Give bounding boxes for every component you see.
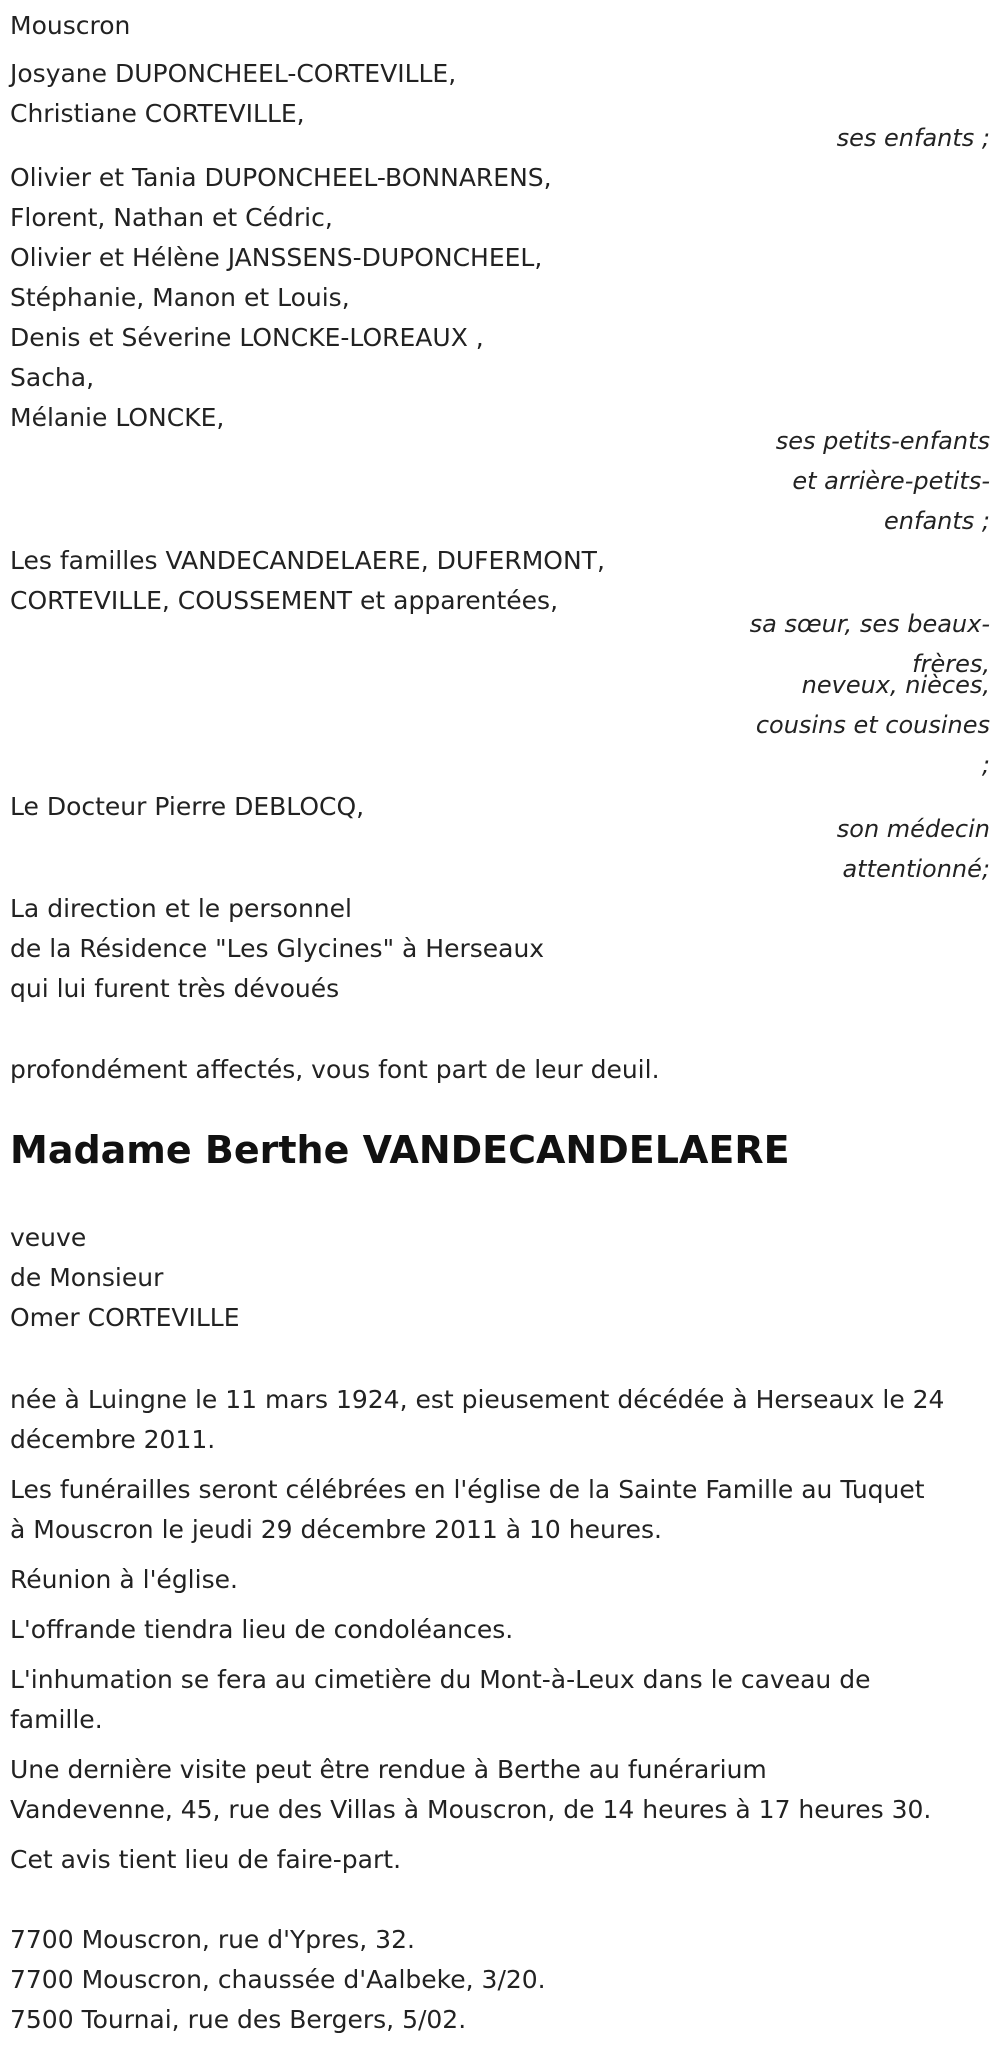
grandchild-name: Stéphanie, Manon et Louis, [10,283,350,312]
families-line: Les familles VANDECANDELAERE, DUFERMONT, [10,546,605,575]
grandchild-name: Denis et Séverine LONCKE-LOREAUX , [10,323,484,352]
children-role: ses enfants ; [836,124,990,152]
widow-line: Omer CORTEVILLE [10,1303,240,1332]
details-line: née à Luingne le 11 mars 1924, est pieusement décédée à Herseaux le 24 [10,1385,945,1414]
details-line: Réunion à l'église. [10,1565,238,1594]
announcement: profondément affectés, vous font part de leur deuil. [10,1055,660,1084]
grandchild-name: Florent, Nathan et Cédric, [10,203,333,232]
deceased-name: Madame Berthe VANDECANDELAERE [10,1128,790,1172]
grandchild-name: Mélanie LONCKE, [10,403,225,432]
details-line: Cet avis tient lieu de faire-part. [10,1845,402,1874]
families-role-line: ; [981,751,990,779]
details-line: Les funérailles seront célébrées en l'église de la Sainte Famille au Tuquet [10,1475,925,1504]
address-line: 7700 Mouscron, rue d'Ypres, 32. [10,1925,415,1954]
residence-line: de la Résidence "Les Glycines" à Herseaux [10,934,545,963]
details-line: décembre 2011. [10,1425,216,1454]
details-line: Vandevenne, 45, rue des Villas à Mouscron, de 14 heures à 17 heures 30. [10,1795,932,1824]
grandchild-name: Olivier et Hélène JANSSENS-DUPONCHEEL, [10,243,543,272]
child-name: Josyane DUPONCHEEL-CORTEVILLE, [10,59,457,88]
doctor-name: Le Docteur Pierre DEBLOCQ, [10,792,365,821]
residence-line: La direction et le personnel [10,894,352,923]
grandchildren-role-line: ses petits-enfants [775,427,990,455]
child-name: Christiane CORTEVILLE, [10,99,305,128]
doctor-role-line: attentionné; [842,855,990,883]
families-role-line: neveux, nièces, [801,671,990,699]
families-role-line: sa sœur, ses beaux- [749,610,990,638]
grandchild-name: Sacha, [10,363,95,392]
doctor-role-line: son médecin [836,815,990,843]
widow-line: de Monsieur [10,1263,164,1292]
details-line: à Mouscron le jeudi 29 décembre 2011 à 10 heures. [10,1515,662,1544]
families-role-line: cousins et cousines [755,711,990,739]
grandchildren-role-line: et arrière-petits- [792,467,990,495]
details-line: L'inhumation se fera au cimetière du Mont-à-Leux dans le caveau de [10,1665,871,1694]
families-role-line: frères, [912,650,990,678]
address-line: 7700 Mouscron, chaussée d'Aalbeke, 3/20. [10,1965,546,1994]
details-line: L'offrande tiendra lieu de condoléances. [10,1615,514,1644]
address-line: 7500 Tournai, rue des Bergers, 5/02. [10,2005,467,2034]
grandchildren-role-line: enfants ; [884,507,990,535]
details-line: famille. [10,1705,103,1734]
families-line: CORTEVILLE, COUSSEMENT et apparentées, [10,586,559,615]
details-line: Une dernière visite peut être rendue à Berthe au funérarium [10,1755,767,1784]
residence-line: qui lui furent très dévoués [10,974,340,1003]
widow-line: veuve [10,1223,87,1252]
place-heading: Mouscron [10,11,131,40]
grandchild-name: Olivier et Tania DUPONCHEEL-BONNARENS, [10,163,552,192]
